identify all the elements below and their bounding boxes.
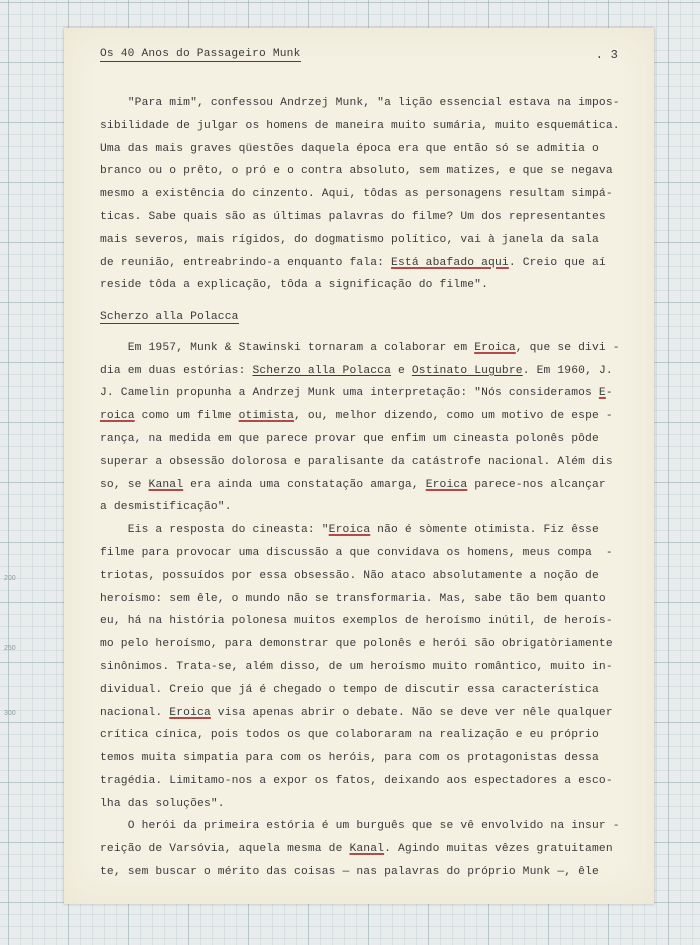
running-title: Os 40 Anos do Passageiro Munk (100, 48, 301, 60)
margin-scale-label: 300 (4, 710, 16, 717)
text-segment: branco ou o prêto, o pró e o contra absoluto, sem matizes, e que se negava (100, 165, 613, 178)
typewritten-sheet (64, 28, 654, 904)
margin-scale-label: 250 (4, 645, 16, 652)
page-number: . 3 (595, 48, 618, 62)
page-header (100, 48, 618, 72)
text-segment: reside tôda a explicação, tôda a significação do filme". (100, 279, 489, 292)
underlined-title: otimista (238, 410, 295, 423)
text-line (100, 183, 625, 206)
text-line (100, 229, 625, 252)
text-segment: tragédia. Limitamo-nos a expor os fatos, deixando aos espectadores a esco- (100, 774, 613, 787)
text-line (100, 747, 625, 770)
text-segment: filme para provocar uma discussão a que convidava os homens, meus compa - (100, 546, 613, 559)
text-segment: não é sòmente otimista. Fiz êsse (370, 524, 599, 537)
text-segment: reição de Varsóvia, aquela mesma de (100, 843, 350, 856)
underlined-title: Eroica (328, 524, 371, 537)
underlined-title: Eroica (425, 478, 468, 491)
text-line (100, 588, 625, 611)
text-segment: crítica cínica, pois todos os que colaboraram na realização e eu próprio (100, 729, 599, 742)
text-segment: Scherzo alla Polacca (100, 310, 239, 323)
underlined-title: Ostinato Lugubre (411, 364, 523, 377)
text-segment: mo pelo heroísmo, para demonstrar que polonês e herói são obrigatòriamente (100, 638, 613, 651)
underlined-title: Eroica (474, 341, 516, 354)
text-segment: temos muita simpatia para com os heróis, para com os protagonistas dessa (100, 752, 599, 765)
text-segment: sibilidade de julgar os homens de maneira muito sumária, muito esquemática. (100, 119, 620, 132)
text-segment: heroísmo: sem êle, o mundo não se transformaria. Mas, sabe tão bem quanto (100, 592, 606, 605)
text-segment: te, sem buscar o mérito das coisas — nas palavras do próprio Munk —, êle (100, 866, 599, 879)
text-line (100, 274, 625, 297)
text-line (100, 115, 625, 138)
underlined-title: Kanal (349, 843, 385, 856)
text-segment: . Em 1960, J. (522, 364, 613, 377)
text-line (100, 428, 625, 451)
text-line (100, 633, 625, 656)
text-segment: Uma das mais graves qüestões daquela época era que então só se admitia o (100, 142, 599, 155)
text-line (100, 838, 625, 861)
underlined-title: Eroica (169, 706, 211, 719)
text-segment: Em 1957, Munk & Stawinski tornaram a colaborar em (100, 341, 475, 354)
text-line (100, 451, 625, 474)
text-segment: mais severos, mais rígidos, do dogmatismo político, vai à janela da sala (100, 233, 599, 246)
text-segment: . Agindo muitas vêzes gratuitamen (384, 843, 613, 856)
text-segment: lha das soluções". (100, 797, 225, 810)
text-segment: , que se divi - (515, 341, 620, 354)
text-segment: mesmo a existência do cinzento. Aqui, tôdas as personagens resultam simpá- (100, 188, 613, 201)
text-line (100, 382, 625, 405)
text-line (100, 252, 625, 275)
text-line (100, 474, 625, 497)
section-heading (100, 306, 625, 329)
text-line (100, 519, 625, 542)
text-line (100, 542, 625, 565)
typed-body-text (100, 92, 625, 884)
text-line (100, 565, 625, 588)
text-segment: , ou, melhor dizendo, como um motivo de espe - (294, 410, 613, 423)
text-line (100, 138, 625, 161)
text-segment: eu, há na história polonesa muitos exemplos de heroísmo inútil, de heroís- (100, 615, 613, 628)
text-segment: superar a obsessão dolorosa e paralisante da catástrofe nacional. Além dis (100, 455, 613, 468)
text-segment: dividual. Creio que já é chegado o tempo de discutir essa característica (100, 683, 599, 696)
text-segment: rança, na medida em que parece provar que enfim um cineasta polonês pôde (100, 432, 599, 445)
text-segment: e (391, 364, 412, 377)
text-segment: era ainda uma constatação amarga, (183, 478, 426, 491)
text-line (100, 610, 625, 633)
text-segment: visa apenas abrir o debate. Não se deve ver nêle qualquer (210, 706, 613, 719)
text-segment: como um filme (134, 410, 239, 423)
text-segment: nacional. (100, 706, 170, 719)
text-segment: parece-nos alcançar (467, 478, 606, 491)
text-line (100, 496, 625, 519)
underlined-title: roica (100, 410, 135, 423)
margin-scale-label: 200 (4, 575, 16, 582)
text-line (100, 405, 625, 428)
text-line (100, 206, 625, 229)
paragraph-gap (100, 328, 625, 336)
text-segment: "Para mim", confessou Andrzej Munk, "a lição essencial estava na impos- (100, 97, 620, 109)
text-segment: O herói da primeira estória é um burguês que se vê envolvido na insur - (100, 820, 620, 833)
text-segment: . Creio que aí (508, 256, 606, 269)
text-segment: Eis a resposta do cineasta: " (100, 524, 329, 537)
underlined-title: Scherzo alla Polacca (252, 364, 392, 377)
text-segment: triotas, possuídos por essa obsessão. Não ataco absolutamente a noção de (100, 569, 599, 582)
text-line (100, 702, 625, 725)
text-line (100, 724, 625, 747)
text-segment: a desmistificação". (100, 501, 232, 514)
text-segment: J. Camelin propunha a Andrzej Munk uma interpretação: "Nós consideramos (100, 387, 599, 400)
text-line (100, 337, 625, 360)
text-line (100, 679, 625, 702)
text-segment: so, se (100, 478, 149, 491)
text-line (100, 861, 625, 884)
text-line (100, 92, 625, 115)
text-segment: - (605, 387, 613, 400)
text-line (100, 770, 625, 793)
text-segment: dia em duas estórias: (100, 364, 253, 377)
paragraph-gap (100, 297, 625, 305)
text-line (100, 360, 625, 383)
underlined-title: E (598, 387, 606, 400)
text-segment: ticas. Sabe quais são as últimas palavras do filme? Um dos representantes (100, 210, 606, 223)
text-segment: de reunião, entreabrindo-a enquanto fala: (100, 256, 392, 269)
underlined-title: Kanal (148, 478, 184, 491)
text-line (100, 793, 625, 816)
text-segment: sinônimos. Trata-se, além disso, de um heroísmo muito romântico, muito in- (100, 660, 613, 673)
text-line (100, 160, 625, 183)
text-line (100, 815, 625, 838)
underlined-title: Está abafado aqui (391, 256, 509, 269)
text-line (100, 656, 625, 679)
